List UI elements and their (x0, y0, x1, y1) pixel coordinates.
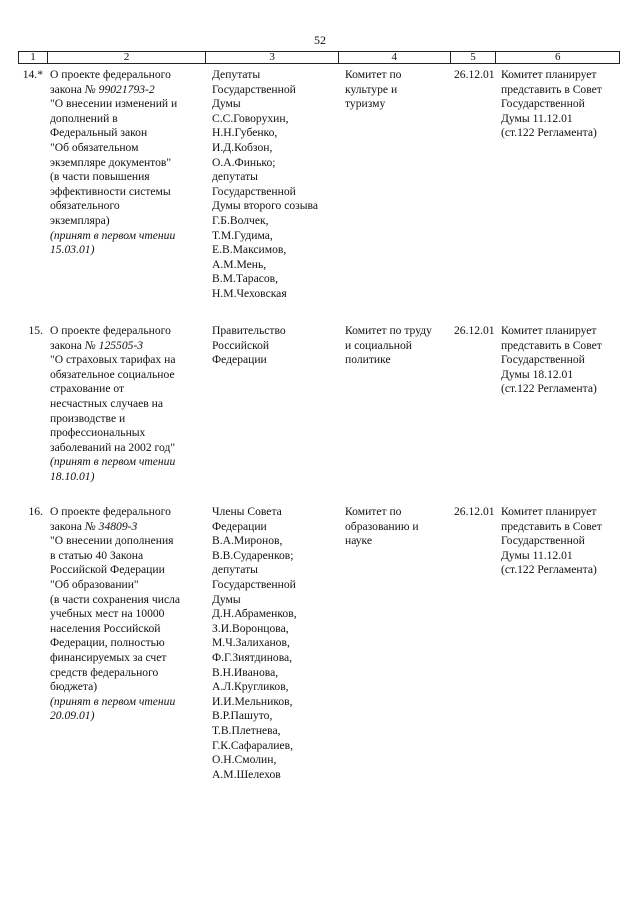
plan-line: представить в Совет (501, 82, 602, 96)
bill-title-line: экземпляре документов" (50, 155, 172, 169)
column-header-4: 4 (339, 52, 451, 63)
bill-initiators (206, 324, 339, 485)
bill-title-line: "О внесении дополнения (50, 534, 174, 548)
initiator-line: Федерации (212, 353, 267, 367)
row-number: 14.* (22, 68, 43, 81)
plan-line: Комитет планирует (501, 505, 597, 518)
initiator-line: депутаты (212, 170, 258, 184)
bill-title-line: страхование от (50, 382, 125, 396)
committee-line: Комитет по (345, 68, 402, 81)
initiator-line: Н.Н.Губенко, (212, 126, 278, 140)
committee-line: и социальной (345, 338, 412, 352)
bill-title-line: О проекте федерального (50, 68, 171, 81)
review-date: 26.12.01 (454, 505, 495, 518)
bill-number: № 34809-3 (84, 519, 138, 533)
committee-line: политике (345, 353, 391, 367)
initiator-line: Т.М.Гудима, (212, 228, 273, 242)
bill-title-line: О проекте федерального (50, 324, 171, 337)
initiator-line: депутаты (212, 563, 258, 577)
bill-title-line: Федерации, полностью (50, 636, 165, 650)
plan-line: (ст.122 Регламента) (501, 126, 597, 140)
initiator-line: Государственной (212, 82, 296, 96)
initiator-line: Российской (212, 338, 270, 352)
table-row (18, 324, 620, 485)
initiator-line: В.А.Миронов, (212, 534, 283, 548)
initiator-line: Государственной (212, 184, 296, 198)
bill-title-line: "О страховых тарифах на (50, 353, 176, 367)
initiator-line: В.В.Судаpенков; (212, 548, 294, 562)
committee-line: образованию и (345, 519, 419, 533)
column-header-3: 3 (206, 52, 339, 63)
bill-title-line: бюджета) (50, 680, 98, 694)
bill-title-line: О проекте федерального (50, 505, 171, 518)
review-date: 26.12.01 (454, 324, 495, 337)
initiator-line: Ф.Г.Зиятдинова, (212, 650, 293, 664)
column-header-2: 2 (48, 52, 206, 63)
bill-title (47, 68, 206, 302)
column-header-6: 6 (554, 51, 561, 63)
bill-number-prefix: закона (50, 338, 85, 352)
initiator-line: Правительство (212, 324, 286, 337)
plan-line: Думы 11.12.01 (501, 548, 573, 562)
row-number: 15. (28, 324, 43, 337)
initiator-line: З.И.Воронцова, (212, 621, 289, 635)
bill-number-line (50, 83, 204, 98)
bill-title-line: Российской Федерации (50, 563, 165, 577)
initiator-line: Государственной (212, 577, 296, 591)
committee-plan (497, 505, 620, 782)
initiator-line: Думы (212, 592, 241, 606)
bill-number: № 99021793-2 (84, 82, 155, 96)
bill-title-line: обязательного (50, 199, 120, 213)
committee-line: Комитет по (345, 505, 402, 518)
initiator-line: Федерации (212, 519, 267, 533)
bill-initiators (206, 505, 339, 782)
plan-line: (ст.122 Регламента) (501, 563, 597, 577)
first-reading-note: (принят в первом чтении (50, 455, 176, 469)
bill-title-line: производстве и (50, 411, 126, 425)
bill-number-line (50, 520, 204, 535)
column-header-5: 5 (451, 52, 497, 63)
plan-line: Комитет планирует (501, 68, 597, 81)
plan-line: Государственной (501, 97, 585, 111)
first-reading-note: 15.03.01) (50, 243, 95, 257)
plan-line: представить в Совет (501, 519, 602, 533)
bill-title-line: экземпляра) (50, 213, 110, 227)
plan-line: Комитет планирует (501, 324, 597, 337)
responsible-committee (339, 68, 451, 302)
initiator-line: Г.Б.Волчек, (212, 213, 269, 227)
bill-number-line (50, 339, 204, 354)
committee-plan (497, 68, 620, 302)
plan-line: Думы 18.12.01 (501, 367, 574, 381)
committee-line: Комитет по труду (345, 324, 432, 337)
committee-line: туризму (345, 97, 386, 111)
initiator-line: В.М.Тарасов, (212, 272, 279, 286)
bill-title (47, 324, 206, 485)
bill-title-line: финансируемых за счет (50, 650, 167, 664)
bill-title-line: "О внесении изменений и (50, 97, 178, 111)
bill-title-line: обязательное социальное (50, 367, 175, 381)
bill-title-line: несчастных случаев на (50, 396, 164, 410)
plan-line: Государственной (501, 353, 585, 367)
initiator-line: Члены Совета (212, 505, 282, 518)
bill-number-prefix: закона (50, 82, 85, 96)
first-reading-note: (принят в первом чтении (50, 228, 176, 242)
bill-title-line: эффективности системы (50, 184, 171, 198)
plan-line: Думы 11.12.01 (501, 111, 573, 125)
responsible-committee (339, 324, 451, 485)
column-header-1: 1 (19, 52, 48, 63)
bill-title-line: дополнений в (50, 111, 118, 125)
initiator-line: Думы (212, 97, 241, 111)
bill-title-line: в статью 40 Закона (50, 548, 144, 562)
initiator-line: Д.Н.Абраменков, (212, 607, 297, 621)
first-reading-note: 18.10.01) (50, 469, 95, 483)
initiator-line: В.Р.Пашуто, (212, 709, 273, 723)
initiator-line: Т.В.Плетнева, (212, 723, 281, 737)
initiator-line: Депутаты (212, 68, 261, 81)
bill-title-line: "Об образовании" (50, 577, 139, 591)
plan-line: (ст.122 Регламента) (501, 382, 597, 396)
initiator-line: О.А.Финько; (212, 155, 276, 169)
responsible-committee (339, 505, 451, 782)
bill-number: № 125505-3 (84, 338, 144, 352)
bill-title-line: населения Российской (50, 621, 161, 635)
first-reading-note: (принят в первом чтении (50, 694, 176, 708)
plan-line: представить в Совет (501, 338, 602, 352)
initiator-line: Г.К.Сафаралиев, (212, 738, 294, 752)
page-number: 52 (314, 33, 326, 47)
row-number: 16. (28, 505, 43, 518)
initiator-line: А.М.Шелехов (212, 767, 281, 781)
initiator-line: М.Ч.Залиханов, (212, 636, 290, 650)
initiator-line: О.Н.Смолин, (212, 753, 277, 767)
bill-title-line: заболеваний на 2002 год" (50, 440, 176, 454)
first-reading-note: 20.09.01) (50, 709, 95, 723)
committee-line: науке (345, 534, 373, 548)
initiator-line: А.Л.Кругликов, (212, 680, 289, 694)
bill-title-line: учебных мест на 10000 (50, 607, 165, 621)
initiator-line: Н.М.Чеховская (212, 286, 287, 300)
bill-initiators (206, 68, 339, 302)
initiator-line: С.С.Говорухин, (212, 111, 289, 125)
bill-title-line: (в части сохранения числа (50, 592, 181, 606)
bill-title-line: "Об обязательном (50, 140, 139, 154)
bill-title (47, 505, 206, 782)
committee-plan (497, 324, 620, 485)
initiator-line: А.М.Мень, (212, 257, 267, 271)
review-date: 26.12.01 (454, 68, 495, 81)
initiator-line: В.Н.Иванова, (212, 665, 279, 679)
table-header-row (18, 51, 620, 64)
committee-line: культуре и (345, 82, 398, 96)
initiator-line: И.Д.Кобзон, (212, 140, 273, 154)
initiator-line: Думы второго созыва (212, 199, 319, 213)
initiator-line: И.И.Мельников, (212, 694, 293, 708)
table-row (18, 68, 620, 302)
table-row (18, 505, 620, 782)
bill-title-line: (в части повышения (50, 170, 150, 184)
initiator-line: Е.В.Максимов, (212, 243, 287, 257)
bill-number-prefix: закона (50, 519, 85, 533)
bill-title-line: средств федерального (50, 665, 159, 679)
plan-line: Государственной (501, 534, 585, 548)
bill-title-line: Федеральный закон (50, 126, 148, 140)
bill-title-line: профессиональных (50, 426, 146, 440)
